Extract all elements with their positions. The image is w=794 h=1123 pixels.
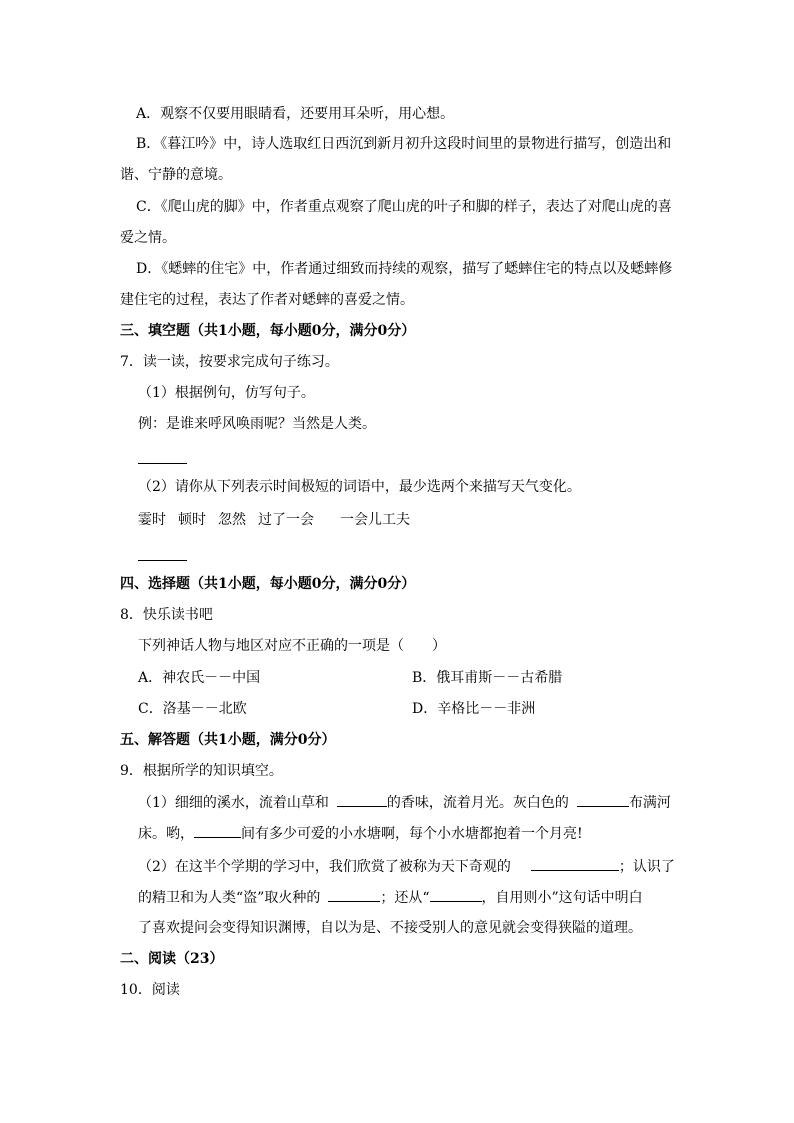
question-9-part2-line2 (138, 887, 643, 908)
word-5: 一会儿工夫 (340, 512, 410, 528)
blank-5[interactable] (328, 887, 380, 902)
question-8-title: 8．快乐读书吧 (120, 607, 213, 623)
answer-line-1[interactable] (138, 463, 187, 464)
question-9-part2-line3: 了喜欢提问会变得知识渊博，自以为是、不接受别人的意见就会变得狭隘的道理。 (138, 920, 642, 936)
question-7-sub1: （1）根据例句，仿写句子。 (138, 385, 315, 401)
q9-p2-text-e: ，自用则小”这句话中明白 (481, 890, 643, 906)
blank-4[interactable] (531, 856, 619, 871)
word-1: 霎时 (138, 512, 166, 528)
option-d-line1: D．《蟋蟀的住宅》中，作者通过细致而持续的观察，描写了蟋蟀住宅的特点以及蟋蟀修 (136, 261, 673, 277)
word-2: 顿时 (178, 512, 206, 528)
word-3: 忽然 (218, 512, 246, 528)
question-10-title: 10．阅读 (120, 982, 180, 998)
option-d-line2: 建住宅的过程，表达了作者对蟋蟀的喜爱之情。 (120, 292, 414, 308)
section-heading-reading: 二、阅读（23） (120, 951, 224, 967)
q8-option-b[interactable]: B．俄耳甫斯－－古希腊 (412, 670, 563, 686)
question-9-part1-line1 (138, 792, 671, 813)
answer-line-2[interactable] (138, 560, 187, 561)
option-c-line2: 爱之情。 (120, 230, 176, 246)
question-9-part2-line1 (138, 856, 675, 877)
option-c-line1: C．《爬山虎的脚》中，作者重点观察了爬山虎的叶子和脚的样子，表达了对爬山虎的喜 (136, 199, 672, 215)
word-4: 过了一会 (258, 512, 314, 528)
question-7-sub2: （2）请你从下列表示时间极短的词语中，最少选两个来描写天气变化。 (138, 479, 581, 495)
option-b-line2: 谐、宁静的意境。 (120, 167, 232, 183)
option-a: A．观察不仅要用眼睛看，还要用耳朵听，用心想。 (136, 106, 455, 122)
q8-option-c[interactable]: C．洛基－－北欧 (138, 701, 247, 717)
section-heading-answer: 五、解答题（共1小题，满分0分） (120, 732, 336, 748)
blank-2[interactable] (577, 792, 629, 807)
question-7-example: 例：是谁来呼风唤雨呢？当然是人类。 (138, 416, 376, 432)
q8-option-a[interactable]: A．神农氏－－中国 (138, 670, 261, 686)
blank-6[interactable] (430, 887, 482, 902)
question-9-title: 9．根据所学的知识填空。 (120, 763, 283, 779)
q9-p1-text-c: 布满河 (628, 795, 671, 811)
blank-1[interactable] (337, 792, 387, 807)
q9-p1-text-d: 床。哟， (138, 826, 194, 842)
q9-p2-text-b: ；认识了 (618, 859, 675, 875)
option-b-line1: B．《暮江吟》中，诗人选取红日西沉到新月初升这段时间里的景物进行描写，创造出和 (136, 136, 672, 152)
section-heading-choice: 四、选择题（共1小题，每小题0分，满分0分） (120, 576, 416, 592)
question-8-stem: 下列神话人物与地区对应不正确的一项是（ ） (138, 638, 446, 654)
q9-p2-text-a: （2）在这半个学期的学习中，我们欣赏了被称为天下奇观的 (138, 859, 511, 875)
q9-p1-text-a: （1）细细的溪水，流着山草和 (138, 795, 329, 811)
blank-3[interactable] (194, 823, 241, 838)
question-9-part1-line2 (138, 823, 583, 844)
question-7-title: 7．读一读，按要求完成句子练习。 (120, 354, 339, 370)
section-heading-fill-in: 三、填空题（共1小题，每小题0分，满分0分） (120, 323, 416, 339)
word-list (138, 510, 410, 530)
q9-p1-text-e: 间有多少可爱的小水塘啊，每个小水塘都抱着一个月亮! (241, 826, 583, 842)
q9-p1-text-b: 的香味，流着月光。灰白色的 (386, 795, 569, 811)
q9-p2-text-d: ；还从“ (380, 890, 430, 906)
q9-p2-text-c: 的精卫和为人类“盗”取火种的 (138, 890, 321, 906)
q8-option-d[interactable]: D．辛格比－－非洲 (412, 701, 536, 717)
